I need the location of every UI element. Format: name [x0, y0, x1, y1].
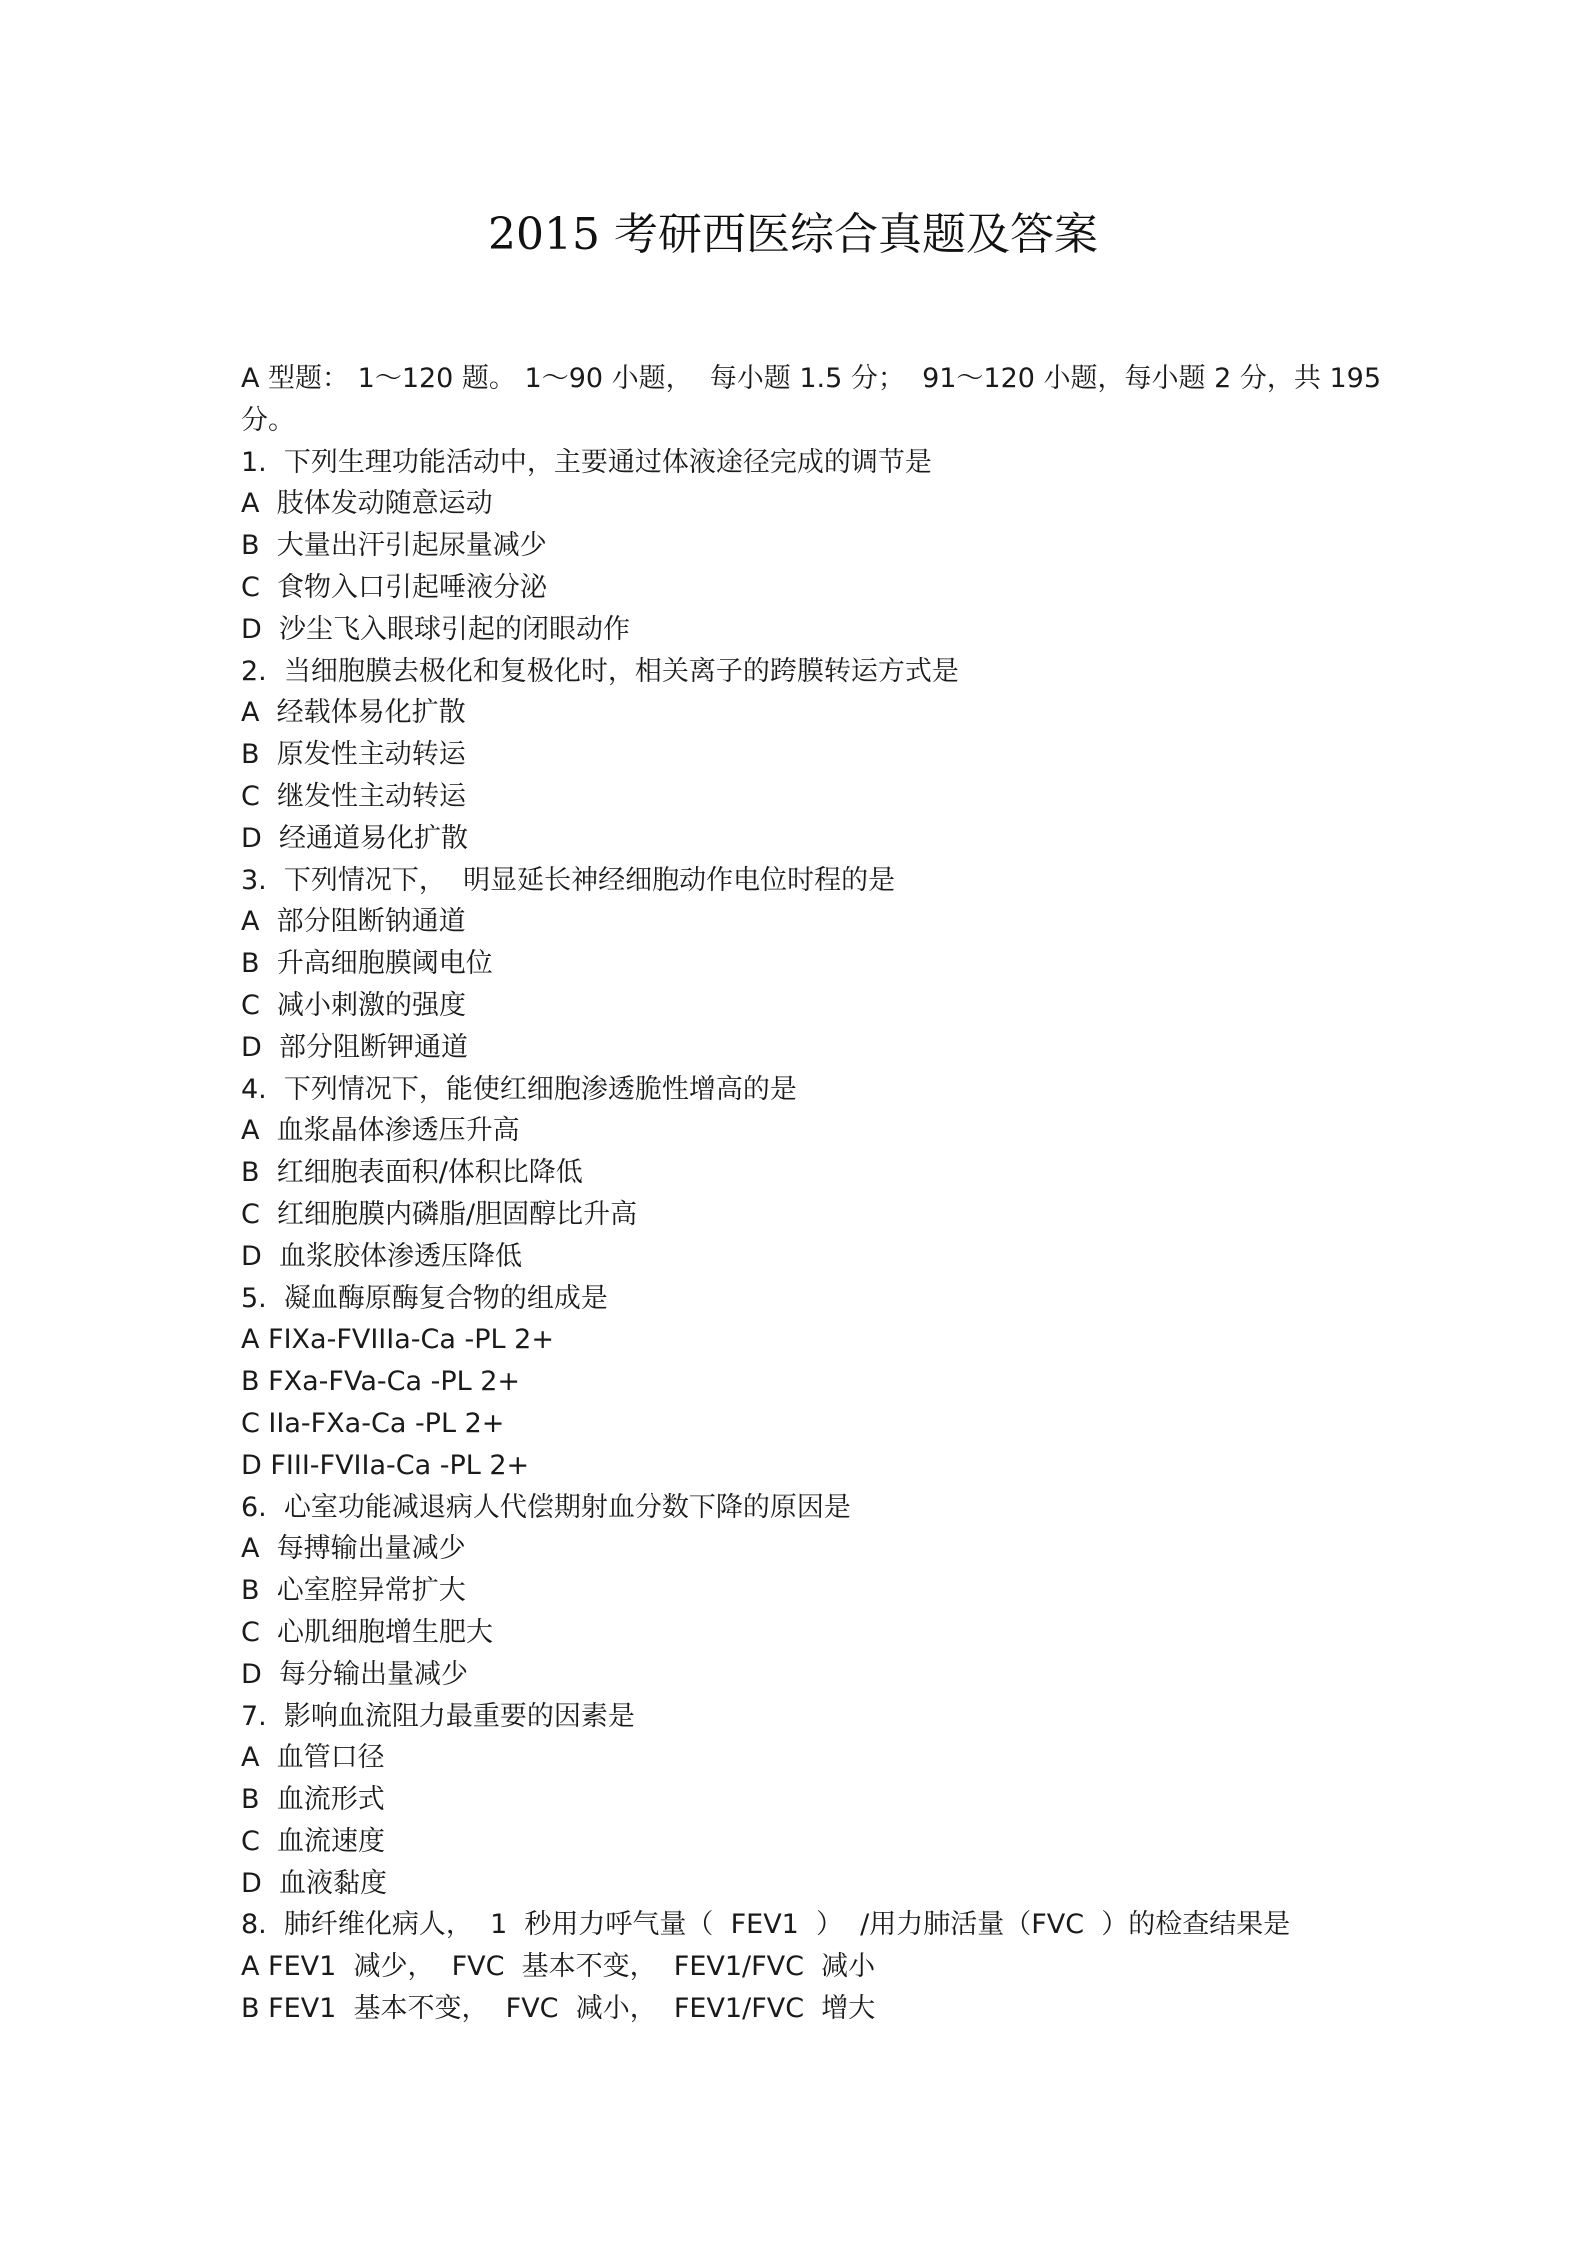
question-8-option-b: B FEV1 基本不变， FVC 减小， FEV1/FVC 增大 — [241, 1993, 876, 2025]
question-2-stem: 2. 当细胞膜去极化和复极化时，相关离子的跨膜转运方式是 — [241, 655, 959, 687]
question-2-option-b: B 原发性主动转运 — [241, 739, 466, 771]
question-3-stem: 3. 下列情况下， 明显延长神经细胞动作电位时程的是 — [241, 864, 896, 896]
page-title: 2015 考研西医综合真题及答案 — [488, 209, 1098, 260]
question-2-option-a: A 经载体易化扩散 — [241, 697, 466, 729]
question-6-option-a: A 每搏输出量减少 — [241, 1533, 466, 1565]
question-3-option-b: B 升高细胞膜阈电位 — [241, 948, 493, 980]
question-3-option-d: D 部分阻断钾通道 — [241, 1031, 468, 1063]
question-1-option-a: A 肢体发动随意运动 — [241, 488, 493, 520]
question-1-stem: 1. 下列生理功能活动中，主要通过体液途径完成的调节是 — [241, 446, 932, 478]
exam-instructions-line: 分。 — [241, 404, 295, 436]
question-6-option-b: B 心室腔异常扩大 — [241, 1575, 466, 1607]
question-content — [241, 358, 1381, 2030]
question-1-option-d: D 沙尘飞入眼球引起的闭眼动作 — [241, 613, 630, 645]
question-5-stem: 5. 凝血酶原酶复合物的组成是 — [241, 1282, 608, 1314]
question-4-stem: 4. 下列情况下，能使红细胞渗透脆性增高的是 — [241, 1073, 797, 1105]
question-5-option-c: C IIa-FXa-Ca -PL 2+ — [241, 1407, 505, 1439]
question-4-option-a: A 血浆晶体渗透压升高 — [241, 1115, 520, 1147]
question-5-option-a: A FIXa-FVIIIa-Ca -PL 2+ — [241, 1324, 554, 1356]
question-1-option-b: B 大量出汗引起尿量减少 — [241, 530, 547, 562]
exam-instructions-line: A 型题： 1～120 题。 1～90 小题， 每小题 1.5 分； 91～120 小题，每小题 2 分，共 195 — [241, 363, 1381, 394]
question-2-option-c: C 继发性主动转运 — [241, 780, 467, 812]
question-2-option-d: D 经通道易化扩散 — [241, 822, 468, 854]
question-1-option-c: C 食物入口引起唾液分泌 — [241, 571, 548, 603]
question-7-option-a: A 血管口径 — [241, 1742, 385, 1774]
question-5-option-b: B FXa-FVa-Ca -PL 2+ — [241, 1366, 521, 1398]
question-7-option-c: C 血流速度 — [241, 1825, 386, 1857]
question-8-stem: 8. 肺纤维化病人， 1 秒用力呼气量（ FEV1 ） /用力肺活量（FVC ）的检查结果是 — [241, 1909, 1291, 1941]
question-3-option-c: C 减小刺激的强度 — [241, 989, 467, 1021]
question-4-option-b: B 红细胞表面积/体积比降低 — [241, 1157, 583, 1189]
question-4-option-d: D 血浆胶体渗透压降低 — [241, 1240, 522, 1272]
question-6-stem: 6. 心室功能减退病人代偿期射血分数下降的原因是 — [241, 1491, 851, 1523]
question-5-option-d: D FIII-FVIIa-Ca -PL 2+ — [241, 1449, 530, 1481]
question-6-option-d: D 每分输出量减少 — [241, 1658, 468, 1690]
question-7-stem: 7. 影响血流阻力最重要的因素是 — [241, 1700, 635, 1732]
question-3-option-a: A 部分阻断钠通道 — [241, 906, 466, 938]
question-7-option-b: B 血流形式 — [241, 1784, 385, 1816]
question-7-option-d: D 血液黏度 — [241, 1867, 387, 1899]
question-8-option-a: A FEV1 减少， FVC 基本不变， FEV1/FVC 减小 — [241, 1951, 876, 1983]
question-4-option-c: C 红细胞膜内磷脂/胆固醇比升高 — [241, 1198, 638, 1230]
question-6-option-c: C 心肌细胞增生肥大 — [241, 1616, 494, 1648]
